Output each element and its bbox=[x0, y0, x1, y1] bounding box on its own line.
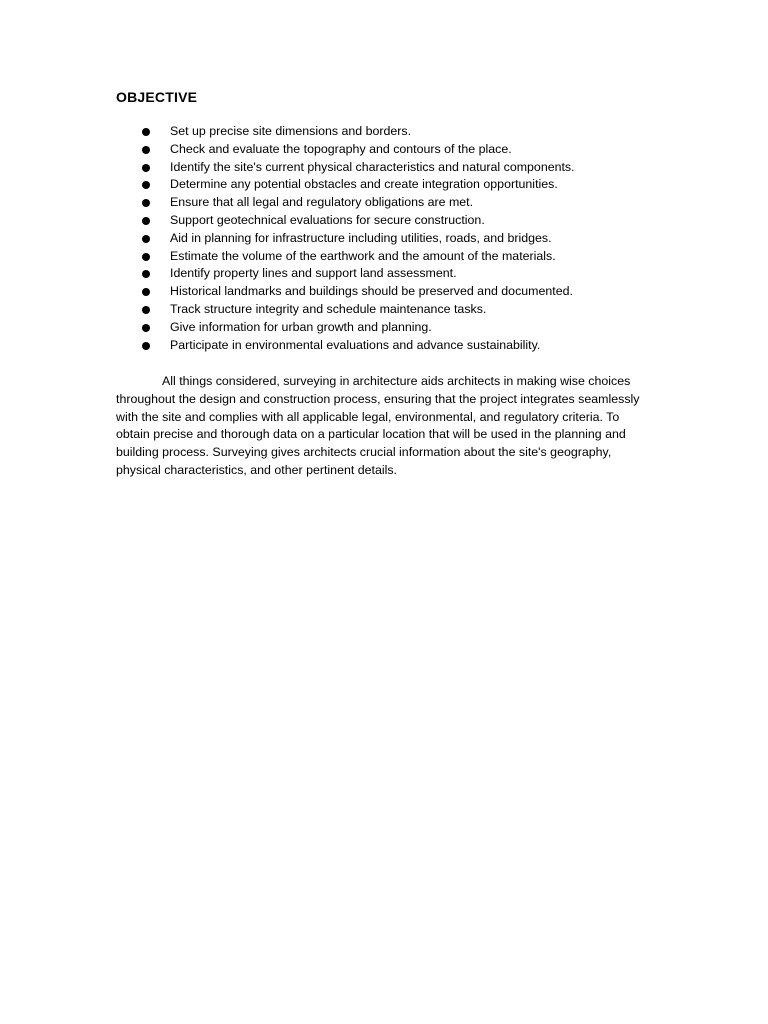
list-item bbox=[140, 194, 700, 212]
list-item-text: Historical landmarks and buildings should be preserved and documented. bbox=[170, 284, 573, 299]
bullet-icon bbox=[142, 199, 150, 207]
list-item-text: Check and evaluate the topography and contours of the place. bbox=[170, 141, 512, 156]
bullet-icon bbox=[142, 128, 150, 136]
objective-list bbox=[140, 123, 700, 354]
list-item bbox=[140, 212, 700, 230]
bullet-icon bbox=[142, 324, 150, 332]
bullet-icon bbox=[142, 181, 150, 189]
list-item bbox=[140, 283, 700, 301]
bullet-icon bbox=[142, 217, 150, 225]
bullet-icon bbox=[142, 288, 150, 296]
bullet-icon bbox=[142, 306, 150, 314]
list-item bbox=[140, 248, 700, 266]
bullet-icon bbox=[142, 235, 150, 243]
list-item-text: Ensure that all legal and regulatory obligations are met. bbox=[170, 195, 474, 210]
list-item bbox=[140, 159, 700, 177]
list-item-text: Determine any potential obstacles and create integration opportunities. bbox=[170, 177, 558, 192]
bullet-icon bbox=[142, 270, 150, 278]
section-heading: OBJECTIVE bbox=[116, 89, 198, 105]
summary-paragraph: All things considered, surveying in architecture aids architects in making wise choices throughout the design and construction process, ensuring that the project integrates seamlessly with the site and complies with all applicable legal, environmental, and regulatory criteria. To obtain precise and thorough data on a particular location that will be used in the planning and building process. Surveying gives architects crucial information about the site's geography, physical characteristics, and other pertinent details. bbox=[116, 374, 640, 477]
list-item bbox=[140, 176, 700, 194]
list-item-text: Aid in planning for infrastructure including utilities, roads, and bridges. bbox=[170, 230, 552, 245]
list-item bbox=[140, 141, 700, 159]
list-item-text: Support geotechnical evaluations for secure construction. bbox=[170, 212, 485, 227]
bullet-icon bbox=[142, 342, 150, 350]
list-item-text: Set up precise site dimensions and borders. bbox=[170, 124, 412, 138]
list-item-text: Give information for urban growth and planning. bbox=[170, 319, 432, 334]
list-item-text: Estimate the volume of the earthwork and the amount of the materials. bbox=[170, 248, 556, 263]
bullet-icon bbox=[142, 146, 150, 154]
list-item-text: Track structure integrity and schedule maintenance tasks. bbox=[170, 301, 487, 316]
list-item bbox=[140, 265, 700, 283]
bullet-icon bbox=[142, 253, 150, 261]
list-item bbox=[140, 301, 700, 319]
list-item-text: Identify property lines and support land assessment. bbox=[170, 266, 457, 281]
list-item-text: Identify the site's current physical characteristics and natural components. bbox=[170, 159, 575, 174]
list-item bbox=[140, 123, 700, 141]
list-item bbox=[140, 337, 700, 355]
list-item bbox=[140, 319, 700, 337]
bullet-icon bbox=[142, 164, 150, 172]
list-item-text: Participate in environmental evaluations and advance sustainability. bbox=[170, 337, 541, 352]
list-item bbox=[140, 230, 700, 248]
